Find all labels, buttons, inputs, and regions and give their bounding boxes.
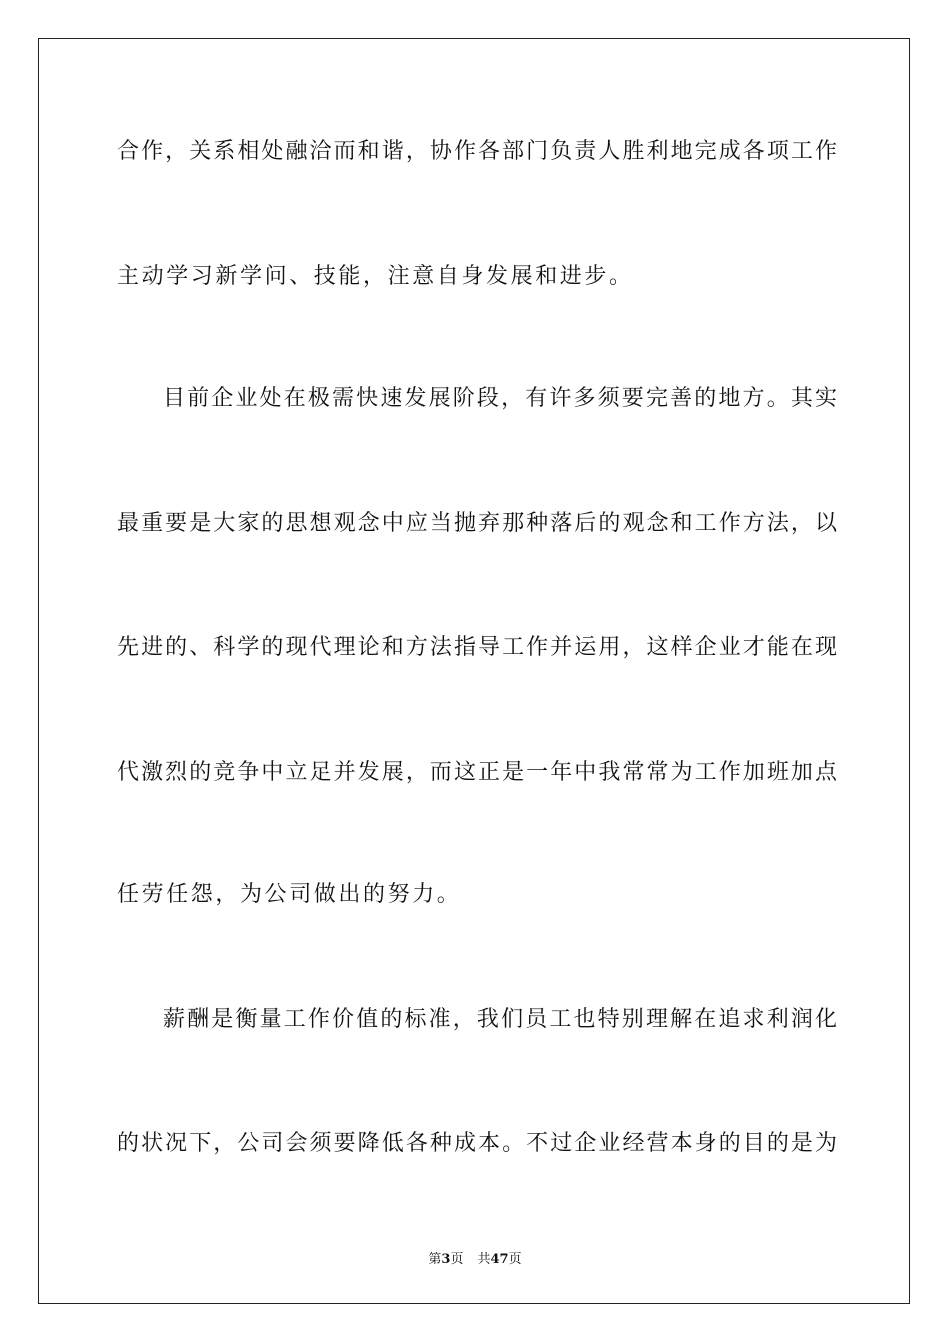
text-line-3: 目前企业处在极需快速发展阶段，有许多须要完善的地方。其实 xyxy=(163,386,837,411)
total-suffix: 页 xyxy=(508,1252,522,1267)
page-suffix: 页 xyxy=(450,1252,464,1267)
text-line-9: 的状况下，公司会须要降低各种成本。不过企业经营本身的目的是为 xyxy=(117,1131,837,1156)
text-line-4: 最重要是大家的思想观念中应当抛弃那种落后的观念和工作方法，以 xyxy=(117,511,837,536)
text-line-1: 合作，关系相处融洽而和谐，协作各部门负责人胜利地完成各项工作 xyxy=(117,139,837,164)
total-prefix: 共 xyxy=(477,1252,491,1267)
text-line-6: 代激烈的竞争中立足并发展，而这正是一年中我常常为工作加班加点 xyxy=(117,760,837,785)
page-footer xyxy=(0,1248,950,1267)
page-border xyxy=(38,38,910,1304)
page-number: 3 xyxy=(441,1252,451,1267)
text-line-7: 任劳任怨，为公司做出的努力。 xyxy=(117,882,462,907)
text-line-5: 先进的、科学的现代理论和方法指导工作并运用，这样企业才能在现 xyxy=(117,635,837,660)
page-prefix: 第 xyxy=(428,1252,442,1267)
total-pages: 47 xyxy=(490,1252,509,1267)
text-line-8: 薪酬是衡量工作价值的标准，我们员工也特别理解在追求利润化 xyxy=(163,1007,837,1032)
text-line-2: 主动学习新学问、技能，注意自身发展和进步。 xyxy=(117,264,634,289)
